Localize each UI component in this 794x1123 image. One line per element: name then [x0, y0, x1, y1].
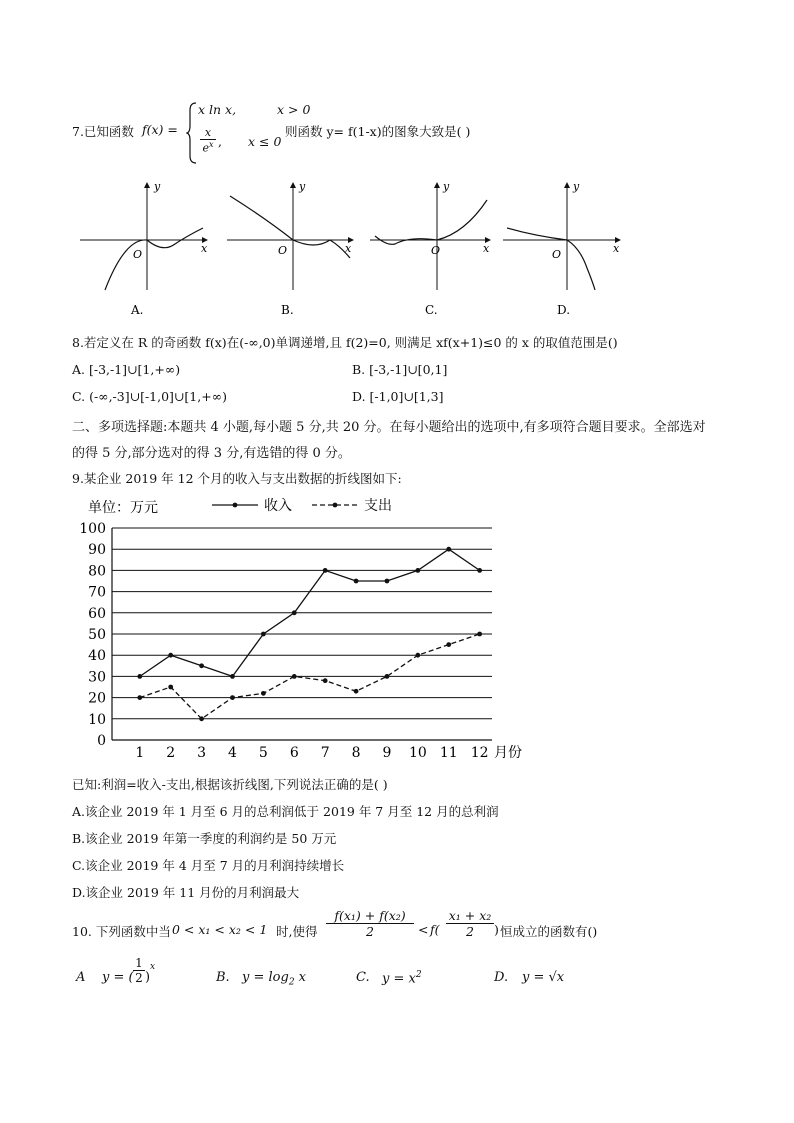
q8-option-c: C. (-∞,-3]∪[-1,0]∪[1,+∞) [72, 389, 227, 404]
q7-case2-num: x [200, 126, 216, 140]
series-1-point [477, 568, 482, 573]
series-2-point [354, 689, 359, 694]
q10-option-d-expr: y = √x [522, 970, 565, 985]
q10-lt: < [418, 922, 429, 937]
q10-prefix: 10. 下列函数中当 [72, 924, 171, 939]
y-tick-label: 70 [88, 584, 106, 601]
q10-rhs-frac [446, 908, 494, 939]
series-2-point [261, 691, 266, 696]
x-tick-label: 10 [408, 745, 427, 761]
series-2-point [323, 678, 328, 683]
graph-b-curve [230, 196, 350, 258]
graph-b-y-label: y [299, 180, 306, 193]
graph-d-label: D. [557, 303, 571, 317]
q7-suffix: 则函数 y= f(1-x)的图象大致是( ) [285, 124, 471, 139]
x-tick-label: 4 [228, 745, 237, 761]
y-tick-label: 80 [88, 563, 106, 580]
graph-a-y-label: y [154, 180, 161, 193]
q10-option-a-frac [133, 956, 145, 985]
q10-rhs-num: x₁ + x₂ [446, 908, 494, 924]
section2-line1: 二、多项选择题:本题共 4 小题,每小题 5 分,共 20 分。在每小题给出的选项中,有多项符合题目要求。全部选对 [72, 420, 706, 435]
y-tick-label: 10 [88, 711, 106, 728]
q10-lhs-num: f(x₁) + f(x₂) [326, 908, 414, 924]
y-tick-label: 50 [88, 627, 106, 643]
q8-option-a: A. [-3,-1]∪[1,+∞) [72, 362, 181, 377]
q10-option-b-tail: x [294, 970, 307, 985]
q10-option-b-sub: 2 [288, 977, 295, 988]
chart-x-label: 月份 [494, 745, 522, 761]
graph-a-origin: O [133, 248, 143, 261]
q9-option-c: C.该企业 2019 年 4 月至 7 月的月利润持续增长 [72, 858, 345, 873]
x-tick-label: 5 [258, 745, 268, 761]
graph-b-x-label: x [345, 242, 352, 255]
q8-stem: 8.若定义在 R 的奇函数 f(x)在(-∞,0)单调递增,且 f(2)=0, 则满足 xf(x+1)≤0 的 x 的取值范围是() [72, 335, 618, 350]
q7-prefix: 7.已知函数 [72, 124, 134, 139]
graph-d-x-label: x [613, 242, 620, 255]
graph-c-label: C. [425, 303, 438, 317]
q10-rhs-close: ) [494, 922, 499, 937]
y-tick-label: 60 [88, 605, 106, 622]
q8-option-b: B. [-3,-1]∪[0,1] [352, 362, 448, 377]
legend-label-1: 收入 [264, 498, 292, 514]
q10-option-b-label: B. [216, 970, 230, 985]
q10-rhs-den: 2 [466, 924, 474, 939]
q10-option-c-expr-main: y = x [382, 971, 416, 987]
series-1-point [446, 547, 451, 552]
legend-label-2: 支出 [364, 498, 392, 514]
x-tick-label: 12 [470, 745, 489, 761]
series-1-point [292, 610, 297, 615]
graph-d-origin: O [552, 248, 562, 261]
graph-a [80, 180, 208, 317]
graph-c-y-label: y [443, 180, 450, 193]
q9-option-a: A.该企业 2019 年 1 月至 6 月的总利润低于 2019 年 7 月至 12 月的总利润 [72, 804, 499, 819]
q9-stem: 9.某企业 2019 年 12 个月的收入与支出数据的折线图如下: [72, 471, 402, 486]
graph-c-curve [375, 200, 487, 244]
chart-grid [112, 528, 492, 740]
q8-option-d: D. [-1,0]∪[1,3] [352, 389, 444, 404]
y-tick-label: 90 [88, 542, 106, 559]
q10-lhs-den: 2 [366, 924, 374, 939]
y-tick-label: 0 [97, 733, 106, 749]
graph-d [503, 180, 620, 317]
q10-option-a-sup: x [150, 962, 156, 972]
legend-marker-2 [333, 503, 338, 508]
q7-case2-frac [200, 126, 216, 155]
q10-stem [72, 908, 712, 952]
series-1-point [354, 579, 359, 584]
graph-c [370, 180, 490, 317]
graph-b [227, 180, 353, 317]
series-2-point [230, 695, 235, 700]
graph-d-curve [507, 228, 595, 290]
x-tick-label: 9 [382, 745, 392, 761]
q7-case2-comma: , [218, 134, 222, 149]
series-1-point [323, 568, 328, 573]
q9-option-d: D.该企业 2019 年 11 月份的月利润最大 [72, 885, 300, 900]
q10-option-b-expr-main: y = log [242, 970, 289, 985]
y-tick-label: 40 [88, 648, 106, 665]
series-1-point [168, 653, 173, 658]
series-2-point [199, 716, 204, 721]
series-2-point [415, 653, 420, 658]
q10-option-b-expr [242, 970, 306, 988]
graph-b-origin: O [278, 244, 288, 257]
series-1-point [261, 632, 266, 637]
graph-c-x-label: x [483, 242, 490, 255]
q10-rhs-f: f( [430, 922, 440, 937]
chart-legend [212, 497, 392, 514]
x-tick-label: 6 [289, 745, 299, 761]
series-1-point [230, 674, 235, 679]
q7-case1-expr: x ln x, [198, 102, 237, 117]
q7-graphs [75, 178, 635, 323]
series-1-point [199, 663, 204, 668]
q10-suffix: 恒成立的函数有() [500, 924, 598, 939]
q9-line-chart [60, 490, 540, 770]
q10-option-a-num: 1 [133, 956, 145, 971]
q10-lhs-frac [326, 908, 414, 939]
x-tick-label: 3 [197, 745, 207, 761]
legend-marker-1 [233, 503, 238, 508]
q10-option-a-close: ) [145, 970, 151, 985]
series-1-point [385, 579, 390, 584]
q10-cond: 0 < x₁ < x₂ < 1 [172, 922, 268, 937]
series-2-point [477, 632, 482, 637]
q7-stem [72, 100, 592, 164]
x-tick-label: 7 [320, 745, 330, 761]
q10-mid: 时,使得 [276, 924, 318, 939]
series-2-point [137, 695, 142, 700]
brace-icon [186, 102, 198, 164]
q7-fname: f(x) = [142, 122, 178, 137]
chart-x-ticks [135, 745, 488, 761]
graph-a-x-label: x [201, 242, 208, 255]
q9-option-b: B.该企业 2019 年第一季度的利润约是 50 万元 [72, 831, 337, 846]
graph-b-label: B. [281, 303, 294, 317]
series-2-point [168, 685, 173, 690]
q10-option-c-expr [382, 970, 422, 986]
q9-after: 已知:利润=收入-支出,根据该折线图,下列说法正确的是( ) [72, 777, 388, 792]
y-tick-label: 20 [88, 690, 106, 707]
y-tick-label: 100 [79, 521, 106, 537]
q10-option-c-label: C. [356, 970, 370, 985]
series-1-point [137, 674, 142, 679]
series-2-point [292, 674, 297, 679]
q7-case1-cond: x > 0 [277, 102, 311, 117]
x-tick-label: 1 [135, 745, 145, 761]
q10-option-a-den: 2 [135, 971, 143, 985]
q7-case2-den-sup: x [209, 140, 214, 149]
x-tick-label: 11 [439, 745, 458, 761]
graph-a-label: A. [131, 303, 144, 317]
chart-y-ticks [79, 521, 106, 749]
q10-option-a-expr: y = ( [102, 970, 134, 985]
x-tick-label: 2 [166, 745, 176, 761]
section2-line2: 的得 5 分,部分选对的得 3 分,有选错的得 0 分。 [72, 446, 351, 461]
graph-a-curve [105, 228, 203, 290]
graph-c-origin: O [431, 244, 441, 257]
chart-unit-label: 单位：万元 [88, 500, 158, 516]
series-2-point [446, 642, 451, 647]
q10-options [76, 956, 696, 996]
q10-option-a-label: A [76, 970, 86, 985]
q10-option-c-sup: 2 [415, 970, 422, 980]
x-tick-label: 8 [351, 745, 361, 761]
q7-case2-cond: x ≤ 0 [248, 134, 282, 149]
series-2-point [385, 674, 390, 679]
q7-case2-den: e [202, 141, 209, 155]
graph-d-y-label: y [573, 180, 580, 193]
q10-option-d-label: D. [494, 970, 509, 985]
series-1-point [415, 568, 420, 573]
y-tick-label: 30 [88, 669, 106, 686]
